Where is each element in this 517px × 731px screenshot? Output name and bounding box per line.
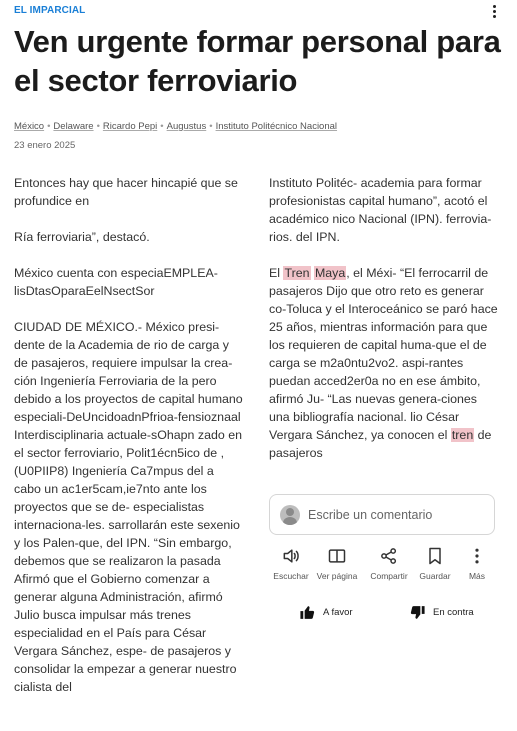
more-button[interactable] — [455, 546, 499, 581]
paragraph: México cuenta con especiaEMPLEA-lisDtasOparaEelNsectSor — [14, 266, 218, 298]
article-body-right — [269, 174, 501, 480]
tag-separator: • — [209, 121, 213, 132]
share-icon — [379, 546, 399, 566]
comment-placeholder: Escribe un comentario — [308, 508, 433, 522]
action-label: Escuchar — [273, 571, 309, 581]
tag-link[interactable]: México — [14, 121, 45, 132]
text-segment: , el Méxi- “El ferrocarril de pasajeros Dijo que otro reto es generar co-Toluca y el Interoceánico se paró hace 25 años, mientras información para que los requieren de capital huma-que el de carga se m2a0ntu2vo2. aspi-rantes puedan acced2er0a no en ese ámbito, afirmó Ju- “Las nuevas genera-ciones una bibliografía nacional. lio César Vergara Sánchez, ya conocen el — [269, 266, 498, 442]
article-body-left — [14, 174, 244, 714]
user-avatar-icon — [280, 505, 300, 525]
article-headline: Ven urgente formar personal para el sector ferroviario — [14, 24, 501, 98]
text-segment: de pasajeros — [269, 428, 492, 460]
view-page-button[interactable] — [315, 546, 359, 581]
tag-link[interactable]: Delaware — [53, 121, 94, 132]
highlight-keyword: Tren — [284, 266, 310, 280]
more-options-icon[interactable] — [485, 2, 503, 20]
vote-favor-label: A favor — [323, 606, 353, 618]
share-button[interactable] — [367, 546, 411, 581]
action-bar — [269, 546, 493, 586]
article-date: 23 enero 2025 — [14, 140, 76, 151]
tag-separator: • — [160, 121, 164, 132]
action-label: Guardar — [419, 571, 451, 581]
book-open-icon — [327, 546, 347, 566]
vote-contra-button[interactable] — [409, 602, 474, 622]
highlight-keyword: Maya — [314, 266, 346, 280]
action-label: Ver página — [316, 571, 358, 581]
tag-separator: • — [96, 121, 100, 132]
bookmark-icon — [425, 546, 445, 566]
paragraph: Entonces hay que hacer hincapié que se profundice en — [14, 176, 238, 208]
thumbs-up-icon — [299, 604, 316, 621]
paragraph: Ría ferroviaria”, destacó. — [14, 230, 150, 244]
top-bar — [14, 5, 503, 19]
action-label: Compartir — [370, 571, 408, 581]
paragraph: CIUDAD DE MÉXICO.- México presi-dente de la Academia de rio de carga y de pasajeros, requiere impulsar la crea-ción Ingeniería Ferroviaria de la pero debido a los proyectos de capital humano especiali-DeUncidoadnPfrioa-fensioznaal Interdisciplinaria actuale-sOhapn zado en el sector ferroviario, Polit1écn5ico de ,(U0PIIP8) Ingeniería Ca7mpus del a cabo un ac1er5cam,ie7nto ante los proyectos que se de- especialistas internaciona-les. sarrollarán este sexenio y los Palen-que, del IPN. “Sin embargo, debemos que se realizaron la pasada Afirmó que el Gobierno comenzar a generar alguna Administración, afirmó Julio busca impulsar más trenes especialidad en el País para César Vergara Sánchez, espe- de pasajeros y consolidar la empezar a generar nuestro cialista del — [14, 320, 243, 694]
article-tags — [14, 121, 337, 132]
speaker-icon — [281, 546, 301, 566]
vote-contra-label: En contra — [433, 606, 474, 618]
save-button[interactable] — [413, 546, 457, 581]
thumbs-down-icon — [409, 604, 426, 621]
text-segment: El — [269, 266, 284, 280]
vote-favor-button[interactable] — [299, 602, 353, 622]
more-vertical-icon — [467, 546, 487, 566]
tag-separator: • — [47, 121, 51, 132]
paragraph: Instituto Politéc- academia para formar profesionistas capital humano”, acotó el académico nico Nacional (IPN). ferrovia-rios. del IPN. — [269, 176, 492, 244]
tag-link[interactable]: Augustus — [166, 121, 207, 132]
paragraph — [269, 264, 501, 462]
tag-link[interactable]: Ricardo Pepi — [102, 121, 158, 132]
action-label: Más — [468, 571, 486, 581]
comment-input[interactable] — [269, 494, 495, 535]
listen-button[interactable] — [269, 546, 313, 581]
highlight-keyword: tren — [451, 428, 474, 442]
brand-name[interactable]: EL IMPARCIAL — [14, 5, 86, 16]
tag-link[interactable]: Instituto Politécnico Nacional — [215, 121, 338, 132]
